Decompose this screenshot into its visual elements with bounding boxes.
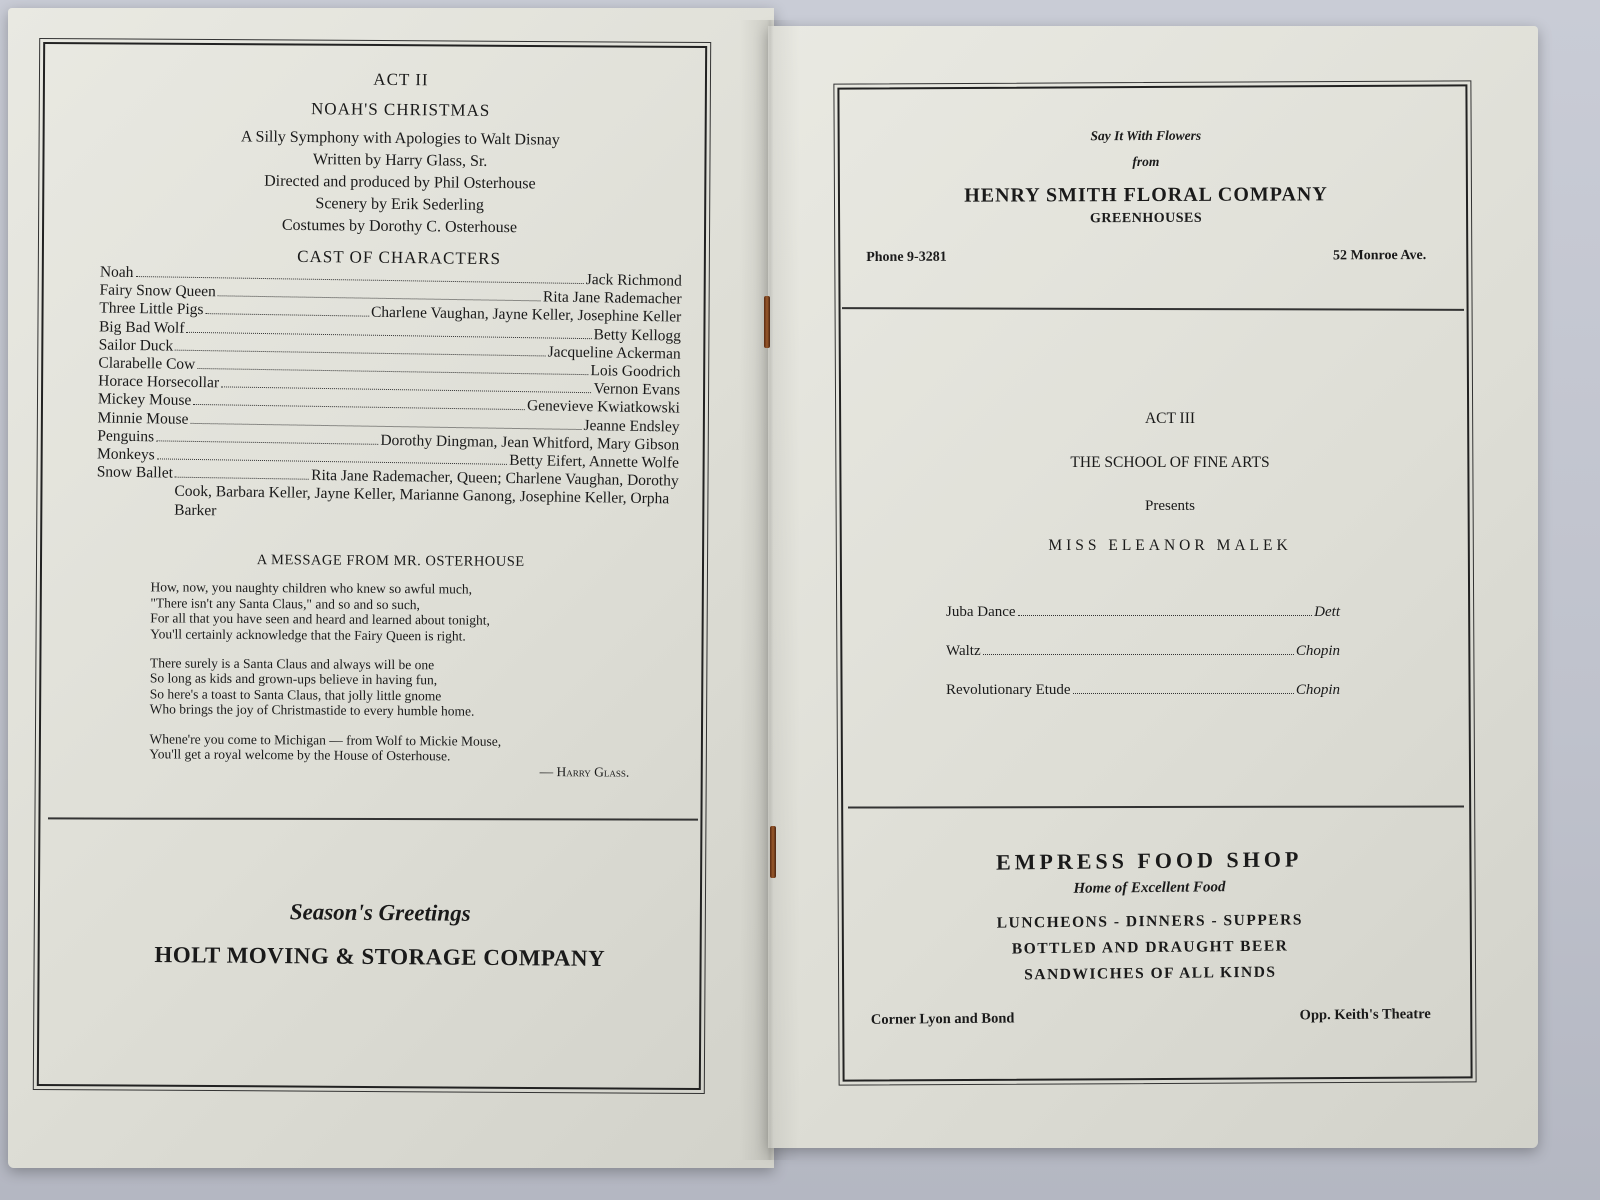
act3-performer: MISS ELEANOR MALEK (1048, 537, 1292, 554)
poem-signature: — Harry Glass. (539, 764, 630, 781)
cast-actor: Betty Eifert, Annette Wolfe (509, 451, 680, 472)
cast-actor: Charlene Vaughan, Jayne Keller, Josephine Keller (370, 304, 682, 326)
act3-presents: Presents (1145, 498, 1195, 514)
floral-address: 52 Monroe Ave. (1332, 248, 1427, 264)
poem-line: You'll get a royal welcome by the House of Osterhouse. (149, 746, 451, 764)
message-title: A MESSAGE FROM MR. OSTERHOUSE (256, 552, 525, 570)
floral-tagline: Say It With Flowers (1090, 127, 1202, 144)
poem-line: For all that you have seen and heard and learned about tonight, (150, 610, 491, 628)
dot-leader (1018, 615, 1313, 616)
poem-line: "There isn't any Santa Claus," and so and so such, (150, 595, 421, 613)
cast-role: Noah (99, 263, 134, 281)
bottom-staple (770, 826, 776, 878)
empress-location: Corner Lyon and Bond (870, 1010, 1015, 1028)
osterhouse-message (149, 552, 631, 780)
poem-line: Whene're you come to Michigan — from Wolf to Mickie Mouse, (149, 730, 502, 749)
poem-line: You'll certainly acknowledge that the Fairy Queen is right. (150, 625, 466, 644)
dot-leader (193, 404, 525, 410)
cast-actor: Jacqueline Ackerman (547, 343, 681, 363)
poem-line: How, now, you naughty children who knew so awful much, (150, 579, 473, 597)
cast-continuation: Cook, Barbara Keller, Jayne Keller, Marianne Ganong, Josephine Keller, Orpha Barker (174, 483, 670, 519)
cast-role: Fairy Snow Queen (99, 281, 216, 301)
program-composer: Dett (1314, 604, 1340, 620)
floral-from: from (1132, 153, 1160, 170)
empress-landmark: Opp. Keith's Theatre (1299, 1006, 1431, 1024)
act2-header (89, 67, 711, 281)
cast-role: Penguins (97, 427, 155, 446)
act2-label: ACT II (373, 69, 429, 90)
dot-leader (175, 349, 546, 356)
act3-label: ACT III (1144, 410, 1196, 427)
cast-role: Big Bad Wolf (98, 318, 185, 337)
empress-tagline: Home of Excellent Food (1073, 879, 1226, 897)
program-row (946, 682, 1340, 699)
dot-leader (175, 477, 309, 480)
program-piece: Waltz (946, 643, 981, 659)
cast-actor: Betty Kellogg (593, 325, 682, 345)
poem-stanza (150, 580, 630, 645)
cast-role: Mickey Mouse (97, 390, 192, 410)
empress-name: EMPRESS FOOD SHOP (995, 846, 1303, 875)
act2-credit: Scenery by Erik Sederling (315, 195, 484, 214)
cast-actor: Jeanne Endsley (583, 416, 680, 436)
empress-ad (869, 845, 1431, 1029)
cast-actor: Genevieve Kwiatkowski (526, 397, 680, 417)
floral-contact (866, 248, 1426, 266)
holt-company-name: HOLT MOVING & STORAGE COMPANY (154, 942, 606, 971)
poem-line: So long as kids and grown-ups believe in having fun, (149, 670, 438, 688)
floral-phone: Phone 9-3281 (866, 249, 947, 265)
program-row (946, 643, 1340, 660)
program-row (946, 604, 1340, 621)
cast-actor: Jack Richmond (585, 271, 682, 290)
poem-stanza (150, 655, 630, 720)
holt-ad (100, 898, 661, 973)
dot-leader (156, 440, 378, 444)
cast-role: Monkeys (96, 445, 155, 464)
program-composer: Chopin (1295, 682, 1340, 698)
act2-credit: Written by Harry Glass, Sr. (312, 151, 488, 170)
dot-leader (983, 654, 1294, 655)
act2-credit: A Silly Symphony with Apologies to Walt Disnay (240, 128, 560, 149)
cast-role: Minnie Mouse (97, 409, 189, 428)
program-piece: Juba Dance (946, 604, 1016, 620)
dot-leader (157, 458, 507, 465)
cast-role: Horace Horsecollar (98, 372, 220, 392)
cast-actor: Vernon Evans (593, 380, 681, 399)
act3-header (880, 410, 1460, 589)
act2-credit: Directed and produced by Phil Osterhouse (264, 172, 536, 193)
floral-ad (866, 127, 1426, 266)
act2-credit: Costumes by Dorothy C. Osterhouse (281, 216, 518, 237)
act3-program (946, 604, 1340, 721)
cast-actor: Dorothy Dingman, Jean Whitford, Mary Gibson (380, 431, 680, 454)
poem-stanza (149, 731, 629, 765)
top-staple (764, 296, 770, 348)
dot-leader (218, 296, 541, 302)
act2-title: NOAH'S CHRISTMAS (310, 99, 491, 120)
cast-actor: Rita Jane Rademacher (542, 288, 682, 308)
cast-list (96, 263, 682, 527)
cast-actor: Rita Jane Rademacher, Queen; Charlene Vaughan, Dorothy (311, 467, 679, 490)
program-composer: Chopin (1295, 643, 1340, 659)
cast-role: Sailor Duck (98, 336, 174, 355)
empress-service: SANDWICHES OF ALL KINDS (1024, 963, 1277, 984)
program-piece: Revolutionary Etude (946, 682, 1071, 698)
dot-leader (190, 423, 581, 430)
poem-line: So here's a toast to Santa Claus, that jolly little gnome (149, 686, 442, 704)
cast-actor: Lois Goodrich (590, 362, 681, 381)
dot-leader (205, 314, 369, 318)
poem-line: There surely is a Santa Claus and always will be one (149, 655, 435, 673)
cast-role: Clarabelle Cow (98, 354, 196, 373)
cast-role: Snow Ballet (96, 463, 174, 482)
act3-school: THE SCHOOL OF FINE ARTS (1070, 454, 1270, 471)
floral-company-name: HENRY SMITH FLORAL COMPANY (964, 183, 1328, 207)
empress-service: LUNCHEONS - DINNERS - SUPPERS (996, 911, 1304, 932)
seasons-greetings: Season's Greetings (289, 899, 471, 926)
floral-subtitle: GREENHOUSES (1090, 210, 1203, 227)
cast-heading: CAST OF CHARACTERS (297, 246, 502, 269)
empress-service: BOTTLED AND DRAUGHT BEER (1011, 937, 1289, 958)
cast-role: Three Little Pigs (99, 299, 204, 319)
dot-leader (197, 368, 588, 375)
dot-leader (1073, 693, 1294, 694)
dot-leader (221, 387, 592, 394)
poem-line: Who brings the joy of Christmastide to every humble home. (149, 701, 475, 719)
